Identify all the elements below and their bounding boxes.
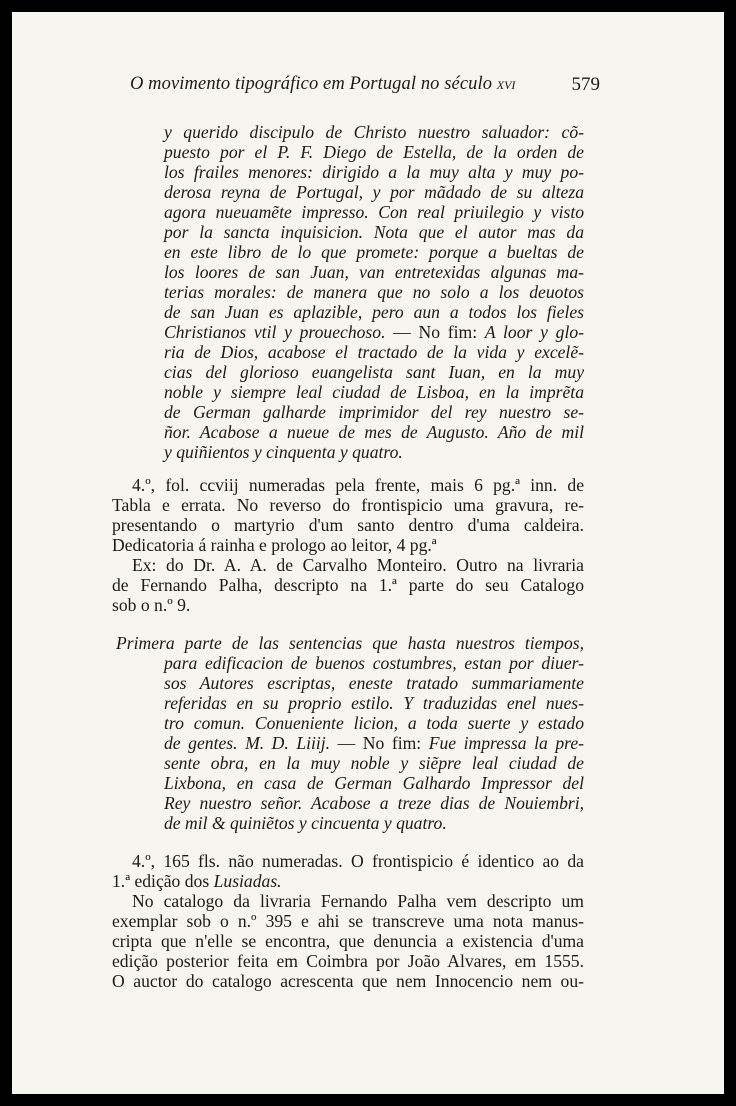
book-page: [12, 12, 724, 1094]
entry-1-line: y querido discipulo de Christo nuestro saluador: cõ-: [164, 122, 584, 142]
entry-2-line: tro comun. Conueniente licion, a toda suerte y estado: [164, 713, 584, 733]
description-2-line: [112, 871, 282, 891]
entry-1-line: de san Juan es aplazible, pero aun a todos los fieles: [164, 302, 584, 322]
entry-2-line: [164, 733, 584, 753]
description-1-line: presentando o martyrio d'um santo dentro d'uma caldeira.: [112, 515, 584, 535]
entry-1-line: cias del glorioso euangelista sant Iuan, en la muy: [164, 362, 584, 382]
no-fim-label: — No fim:: [337, 733, 422, 753]
description-1-line: Ex: do Dr. A. A. de Carvalho Monteiro. Outro na livraria: [132, 555, 584, 575]
entry-1-line: en este libro de lo que promete: porque a bueltas de: [164, 242, 584, 262]
entry-2-line: para edificacion de buenos costumbres, estan por diuer-: [164, 653, 584, 673]
description-2-line: edição posterior feita em Coimbra por João Alvares, em 1555.: [112, 951, 584, 971]
no-fim-label: — No fim:: [393, 322, 478, 342]
description-2-line: exemplar sob o n.º 395 e ahi se transcreve uma nota manus-: [112, 911, 584, 931]
entry-1-line: agora nueuamẽte impresso. Con real priuilegio y visto: [164, 202, 584, 222]
entry-2-line: referidas en su proprio estilo. Y traduzidas enel nues-: [164, 693, 584, 713]
entry-2-line-text: de gentes. M. D. Liiij.: [164, 733, 331, 753]
entry-1-line: los frailes menores: dirigido a la muy alta y muy po-: [164, 162, 584, 182]
entry-1-line: [164, 322, 584, 342]
entry-1-line: puesto por el P. F. Diego de Estella, de la orden de: [164, 142, 584, 162]
description-1-line: de Fernando Palha, descripto na 1.ª parte do seu Catalogo: [112, 575, 584, 595]
description-1-line: sob o n.º 9.: [112, 595, 191, 615]
entry-1-line: los loores de san Juan, van entretexidas algunas ma-: [164, 262, 584, 282]
entry-2-line: Primera parte de las sentencias que hasta nuestros tiempos,: [116, 633, 584, 653]
page-number: 579: [571, 74, 600, 95]
entry-2-line: Rey nuestro señor. Acabose a treze dias de Nouiembri,: [164, 793, 584, 813]
no-fim-text: Fue impressa la pre-: [428, 733, 584, 753]
entry-1-line: de German galharde imprimidor del rey nuestro se-: [164, 402, 584, 422]
description-2-line: O auctor do catalogo acrescenta que nem Innocencio nem ou-: [112, 971, 584, 991]
entry-2-line: Lixbona, en casa de German Galhardo Impressor del: [164, 773, 584, 793]
entry-2-line: sente obra, en la muy noble y siẽpre leal ciudad de: [164, 753, 584, 773]
running-volume: xvi: [496, 74, 516, 93]
entry-1-line: ria de Dios, acabose el tractado de la vida y excelẽ-: [164, 342, 584, 362]
running-header: [130, 74, 600, 95]
work-title-lusiadas: Lusiadas.: [213, 871, 282, 891]
running-title: O movimento tipográfico em Portugal no século: [130, 74, 493, 94]
entry-1-line-text: Christianos vtil y prouechoso.: [164, 322, 386, 342]
entry-1-line: noble y siempre leal ciudad de Lisboa, en la imprẽta: [164, 382, 584, 402]
description-1-line: Dedicatoria á rainha e prologo ao leitor, 4 pg.ª: [112, 535, 437, 555]
description-1-line: 4.º, fol. ccviij numeradas pela frente, mais 6 pg.ª inn. de: [132, 475, 584, 495]
entry-1-line: y quiñientos y cinquenta y quatro.: [164, 442, 403, 462]
entry-1-line: derosa reyna de Portugal, y por mãdado de su alteza: [164, 182, 584, 202]
description-2-line: cripta que n'elle se encontra, que denuncia a existencia d'uma: [112, 931, 584, 951]
description-2-line-text: 1.ª edição dos: [112, 871, 210, 891]
entry-1-line: por la sancta inquisicion. Nota que el autor mas da: [164, 222, 584, 242]
entry-1-line: terias morales: de manera que no solo a los deuotos: [164, 282, 584, 302]
description-2-line: 4.º, 165 fls. não numeradas. O frontispicio é identico ao da: [132, 851, 584, 871]
entry-2-line: sos Autores escriptas, eneste tratado summariamente: [164, 673, 584, 693]
entry-2-line: de mil & quiniẽtos y cincuenta y quatro.: [164, 813, 447, 833]
description-1-line: Tabla e errata. No reverso do frontispicio uma gravura, re-: [112, 495, 584, 515]
description-2-line: No catalogo da livraria Fernando Palha vem descripto um: [132, 891, 584, 911]
no-fim-text: A loor y glo-: [484, 322, 584, 342]
entry-1-line: ñor. Acabose a nueue de mes de Augusto. Año de mil: [164, 422, 584, 442]
